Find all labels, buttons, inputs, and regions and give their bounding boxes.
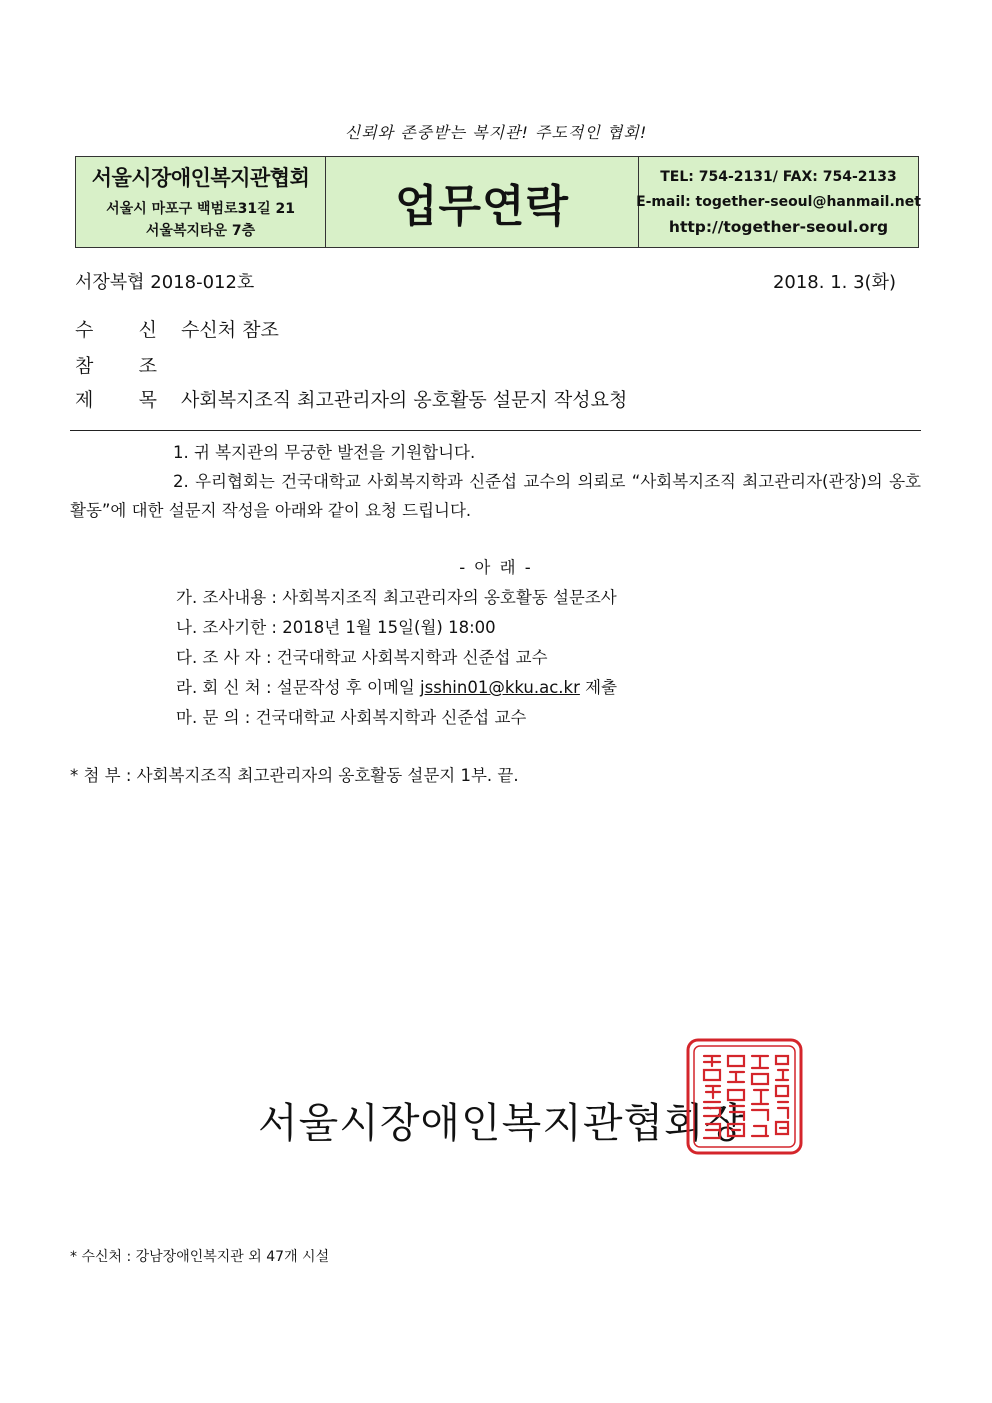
letterhead-title-cell bbox=[326, 157, 639, 247]
recipient-row bbox=[75, 315, 279, 342]
recipient-label-char2: 신 bbox=[138, 319, 157, 341]
slogan: 신뢰와 존중받는 복지관! 주도적인 협회! bbox=[344, 123, 648, 142]
paragraph-2-text: 2. 우리협회는 건국대학교 사회복지학과 신준섭 교수의 의뢰로 “사회복지조직 최고관리자(관장)의 옹호활동”에 대한 설문지 작성을 아래와 같이 요청 드립니다. bbox=[70, 472, 921, 520]
list-item: 다. 조 사 자 : 건국대학교 사회복지학과 신준섭 교수 bbox=[176, 648, 548, 667]
signature: 서울시장애인복지관협회장 bbox=[258, 1099, 746, 1147]
org-address-line1: 서울시 마포구 백범로31길 21 bbox=[106, 201, 295, 217]
doc-title: 업무연락 bbox=[395, 181, 570, 232]
attachment-note: * 첨 부 : 사회복지조직 최고관리자의 옹호활동 설문지 1부. 끝. bbox=[70, 766, 519, 785]
reference-row bbox=[75, 351, 181, 378]
doc-date: 2018. 1. 3(화) bbox=[772, 272, 896, 293]
tel-fax: TEL: 754-2131/ FAX: 754-2133 bbox=[660, 168, 897, 185]
official-seal-icon bbox=[686, 1038, 803, 1155]
list-item: 마. 문 의 : 건국대학교 사회복지학과 신준섭 교수 bbox=[176, 708, 527, 727]
details-list bbox=[176, 583, 617, 733]
letterhead bbox=[75, 156, 919, 248]
doc-number: 서장복협 2018-012호 bbox=[75, 272, 255, 293]
recipients-note: * 수신처 : 강남장애인복지관 외 47개 시설 bbox=[70, 1249, 330, 1265]
letterhead-org-cell bbox=[76, 157, 326, 247]
paragraph-1 bbox=[70, 438, 921, 467]
recipient-label-char1: 수 bbox=[75, 319, 94, 341]
paragraph-2 bbox=[70, 467, 921, 525]
reference-label bbox=[75, 351, 181, 378]
website: http://together-seoul.org bbox=[668, 217, 889, 236]
paragraph-1-text: 1. 귀 복지관의 무궁한 발전을 기원합니다. bbox=[173, 443, 476, 462]
details-heading: - 아 래 - bbox=[459, 558, 533, 577]
list-item: 가. 조사내용 : 사회복지조직 최고관리자의 옹호활동 설문조사 bbox=[176, 588, 617, 607]
letterhead-contact-cell bbox=[636, 157, 921, 247]
org-name: 서울시장애인복지관협회 bbox=[91, 166, 310, 190]
recipient-label bbox=[75, 315, 181, 342]
list-item: 라. 회 신 처 : 설문작성 후 이메일 jsshin01@kku.ac.kr 제출 bbox=[176, 678, 618, 697]
subject-row bbox=[75, 385, 627, 412]
email: E-mail: together-seoul@hanmail.net bbox=[636, 193, 921, 210]
list-item: 나. 조사기한 : 2018년 1월 15일(월) 18:00 bbox=[176, 618, 496, 637]
subject-label-char2: 목 bbox=[138, 389, 157, 411]
reference-label-char1: 참 bbox=[75, 355, 94, 377]
subject-value: 사회복지조직 최고관리자의 옹호활동 설문지 작성요청 bbox=[181, 389, 628, 411]
subject-label-char1: 제 bbox=[75, 389, 94, 411]
subject-label bbox=[75, 385, 181, 412]
reference-label-char2: 조 bbox=[138, 355, 157, 377]
org-address-line2: 서울복지타운 7층 bbox=[145, 223, 256, 239]
divider bbox=[70, 430, 921, 431]
org-address bbox=[106, 198, 295, 242]
recipient-value: 수신처 참조 bbox=[181, 319, 279, 341]
reply-email-link[interactable]: jsshin01@kku.ac.kr bbox=[420, 678, 580, 697]
